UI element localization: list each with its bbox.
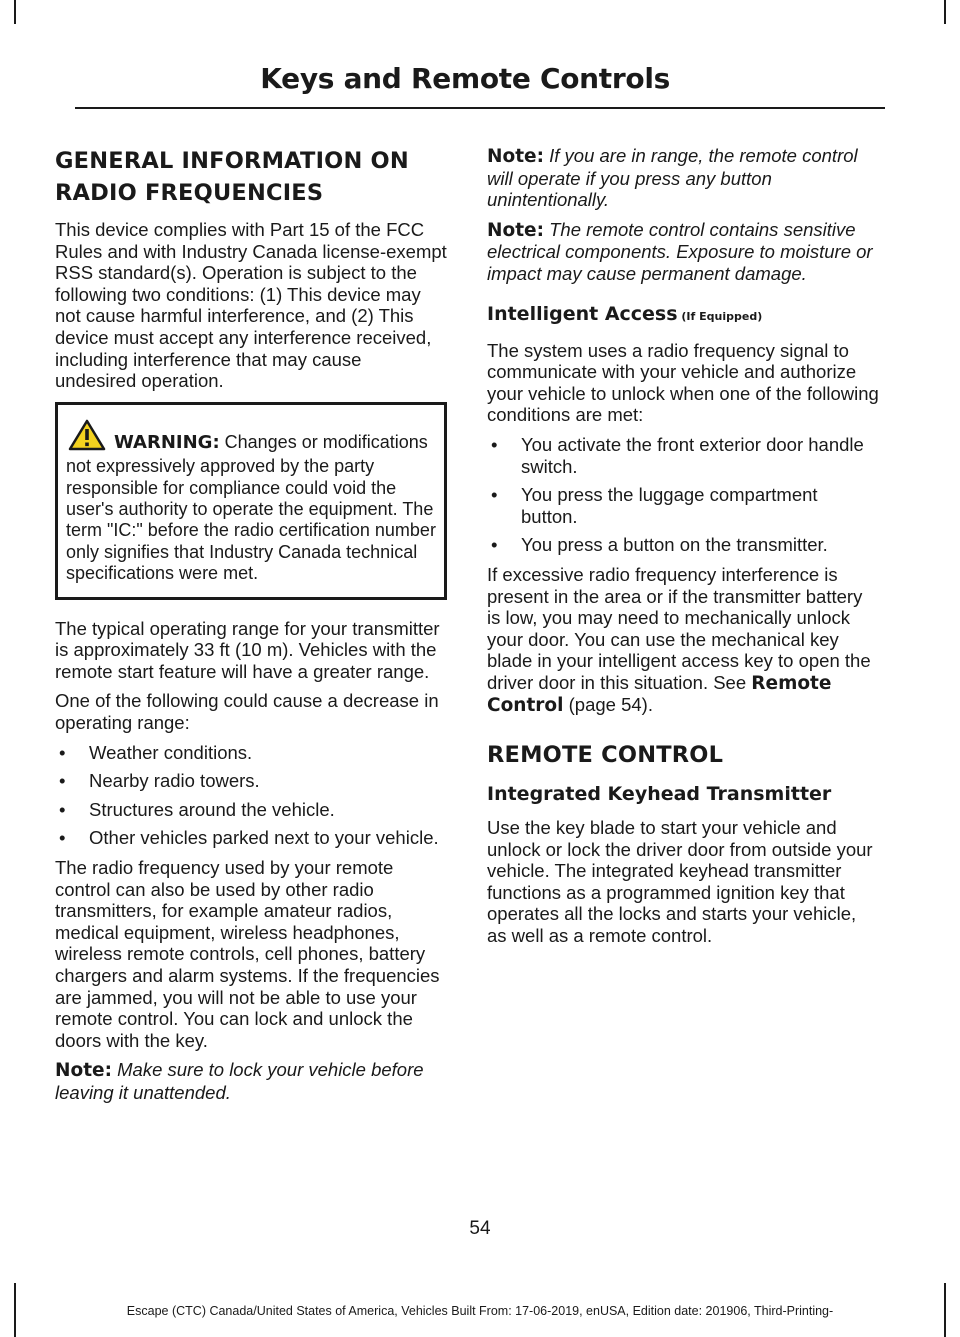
header-rule xyxy=(75,107,885,109)
intelligent-access-list xyxy=(487,434,879,556)
page-number: 54 xyxy=(469,1218,491,1239)
left-column xyxy=(55,145,447,1111)
note-text: The remote control contains sensitive electrical components. Exposure to moisture or impact may cause permanent damage. xyxy=(487,218,873,284)
integrated-keyhead-paragraph: Use the key blade to start your vehicle and unlock or lock the driver door from outside your vehicle. The integrated keyhead transmitter functions as a programmed ignition key that operates all the locks and starts your vehicle, as well as a remote control. xyxy=(487,817,873,947)
note-label: Note: xyxy=(487,219,544,241)
note-label: Note: xyxy=(487,146,544,167)
list-item: • You press the luggage compartment button. xyxy=(487,484,879,527)
heading-line-1: GENERAL INFORMATION ON xyxy=(55,148,409,174)
heading-line-2: RADIO FREQUENCIES xyxy=(55,180,324,206)
interference-paragraph xyxy=(487,564,879,717)
intro-paragraph: This device complies with Part 15 of the FCC Rules and with Industry Canada license-exempt RSS standard(s). Operation is subject to the following two conditions: (1) This device may not cause harmful interference, and (2) This device must accept any interference received, including interference that may cause undesired operation. xyxy=(55,219,447,392)
note-lock-vehicle xyxy=(55,1059,447,1103)
list-item: • Structures around the vehicle. xyxy=(55,799,447,821)
decrease-list xyxy=(55,742,447,849)
if-equipped-label: (If Equipped) xyxy=(677,309,763,323)
warning-text: Changes or modifications not expressively approved by the party responsible for compliance could void the user's authority to operate the equipment. The term "IC:" before the radio certification number only signifies that Industry Canada technical specifications were met. xyxy=(66,431,436,584)
crop-mark xyxy=(14,0,16,24)
remote-control-link[interactable]: Remote Control xyxy=(487,672,832,717)
intelligent-access-intro: The system uses a radio frequency signal to communicate with your vehicle and authorize your vehicle to unlock when one of the following conditions are met: xyxy=(487,339,879,426)
section-heading-radio-frequencies xyxy=(55,145,447,209)
list-item: • Nearby radio towers. xyxy=(55,770,447,792)
warning-box xyxy=(55,402,447,600)
list-item: • Other vehicles parked next to your vehicle. xyxy=(55,827,447,849)
warning-triangle-icon xyxy=(68,419,106,456)
crop-mark xyxy=(944,0,946,24)
note-text: If you are in range, the remote control will operate if you press any button unintentionally. xyxy=(487,145,858,211)
intelligent-access-heading xyxy=(487,301,879,330)
note-text: Make sure to lock your vehicle before leaving it unattended. xyxy=(55,1059,424,1103)
page-footer: Escape (CTC) Canada/United States of America, Vehicles Built From: 17-06-2019, enUSA, Edition date: 201906, Third-Printing- xyxy=(126,1304,834,1318)
right-column xyxy=(487,145,879,955)
list-item: • You press a button on the transmitter. xyxy=(487,534,879,556)
note-sensitive-components xyxy=(487,219,879,285)
frequency-paragraph: The radio frequency used by your remote control can also be used by other radio transmitters, for example amateur radios, medical equipment, wireless headphones, wireless remote controls, cell phones, battery chargers and alarm systems. If the frequencies are jammed, you will not be able to use your remote control. You can lock and unlock the doors with the key. xyxy=(55,856,440,1051)
remote-control-heading: REMOTE CONTROL xyxy=(487,742,724,769)
list-item: • Weather conditions. xyxy=(55,742,447,764)
warning-label: WARNING: xyxy=(114,431,220,453)
range-paragraph: The typical operating range for your transmitter is approximately 33 ft (10 m). Vehicles with the remote start feature will have a greater range. xyxy=(55,617,440,682)
intelligent-access-title: Intelligent Access xyxy=(487,302,678,325)
list-item: • You activate the front exterior door handle switch. xyxy=(487,434,879,477)
decrease-intro: One of the following could cause a decrease in operating range: xyxy=(55,690,439,733)
note-in-range xyxy=(487,145,879,211)
page-header-title: Keys and Remote Controls xyxy=(260,62,670,95)
interference-text: If excessive radio frequency interference is present in the area or if the transmitter battery is low, you may need to mechanically unlock your door. You can use the mechanical key blade in your intelligent access key to open the driver door in this situation. See xyxy=(487,563,871,693)
page-reference: (page 54). xyxy=(563,694,653,716)
integrated-keyhead-heading: Integrated Keyhead Transmitter xyxy=(487,783,832,806)
note-label: Note: xyxy=(55,1060,112,1082)
